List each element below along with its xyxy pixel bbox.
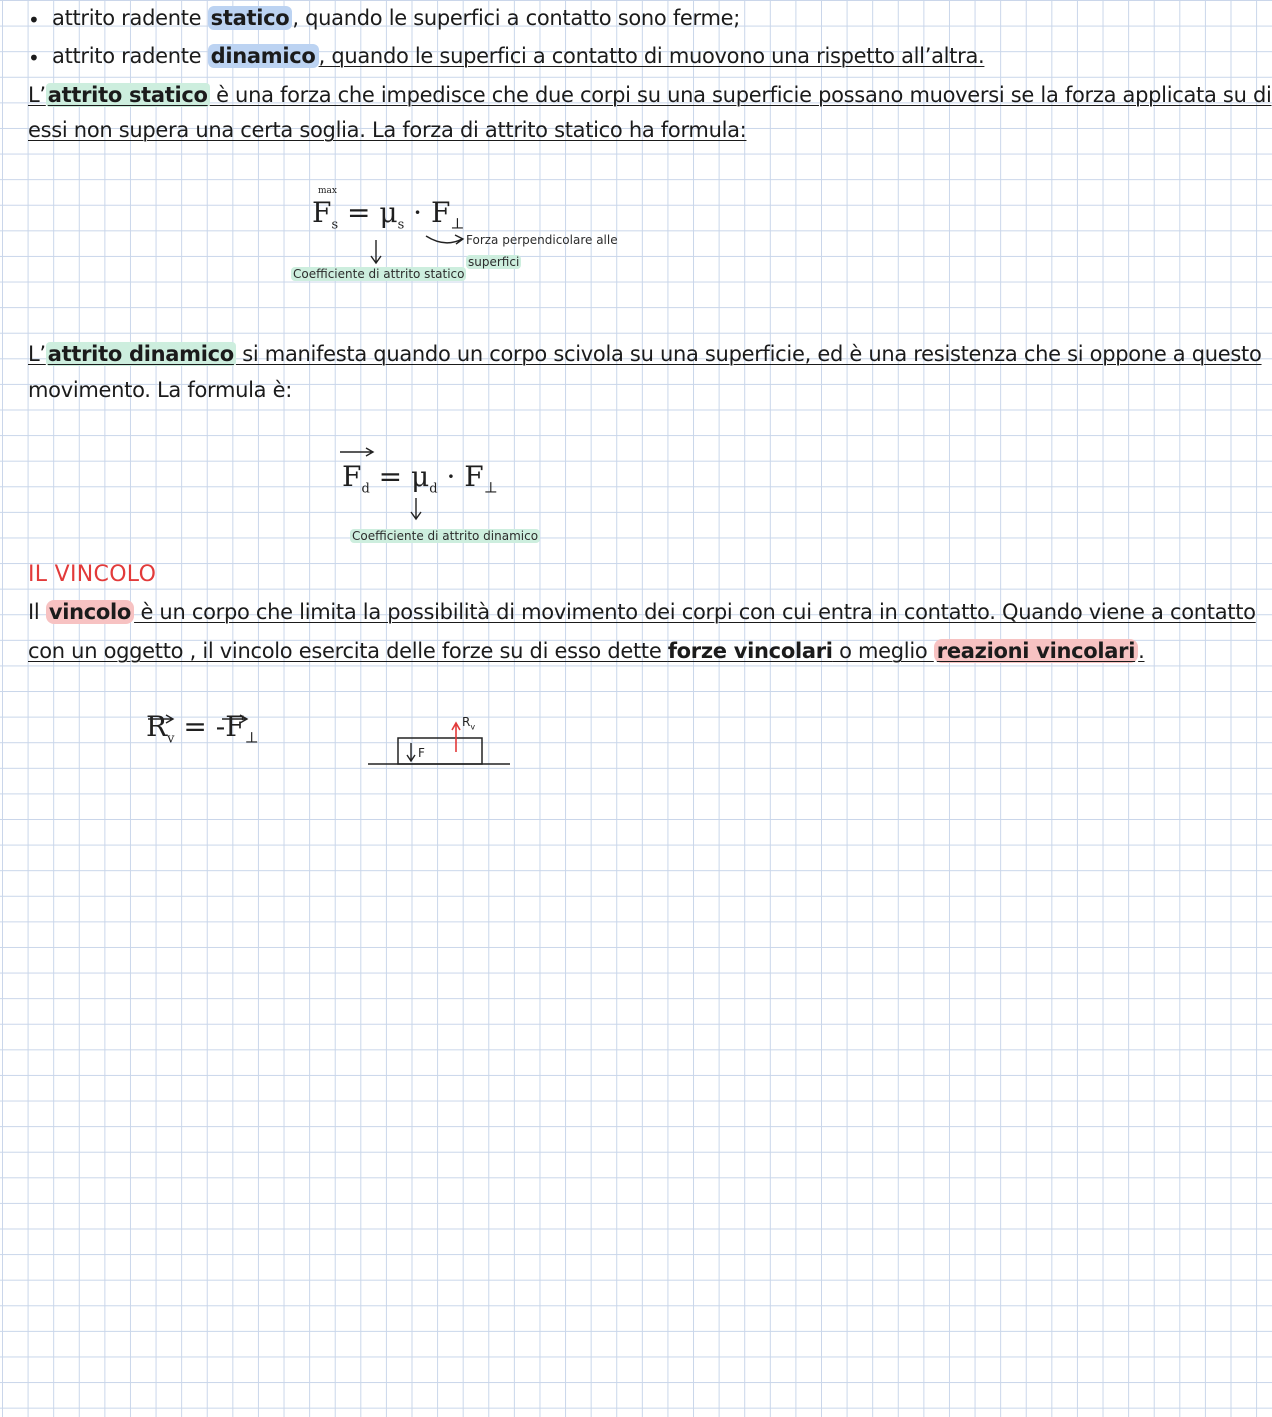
- dynamic-F2: F: [464, 460, 484, 493]
- vincolo-lead: Il: [28, 600, 46, 624]
- diagram-label-R: [462, 715, 475, 731]
- static-sub-s: s: [331, 217, 339, 233]
- bullet-dynamic-prefix: attrito radente: [52, 44, 208, 68]
- reaction-eq: =: [183, 710, 207, 743]
- reaction-R: R: [146, 710, 168, 743]
- arrow-down-dynamic: [411, 498, 421, 519]
- vector-arrow-F: [222, 715, 247, 723]
- vincolo-line2-a: con un oggetto , il vincolo esercita delle forze su di esso dette: [28, 639, 668, 663]
- dynamic-dot: ·: [446, 460, 456, 493]
- static-force-symbol: $F_s$ max: [312, 186, 339, 233]
- static-eq: =: [338, 196, 380, 229]
- arrow-weight-down: [407, 743, 415, 761]
- static-para-line2: essi non supera una certa soglia. La forza di attrito statico ha formula:: [28, 118, 747, 142]
- bullet-static-suffix: , quando le superfici a contatto sono ferme;: [292, 6, 741, 30]
- vincolo-line2-mid: o meglio: [832, 639, 934, 663]
- vector-arrow-R: [148, 715, 173, 723]
- static-mu-sub: s: [397, 217, 405, 233]
- vincolo-bold-reazioni: reazioni vincolari: [934, 639, 1138, 663]
- bullet-dynamic-keyword: dinamico: [208, 44, 319, 68]
- dynamic-eq: =: [378, 460, 403, 493]
- static-fperp: $F_\perp$: [430, 196, 465, 233]
- vincolo-bold-forze: forze vincolari: [667, 639, 833, 663]
- static-mu: $\mu_s$: [379, 196, 405, 233]
- section-title-vincolo: IL VINCOLO: [28, 562, 157, 587]
- static-perp: ⊥: [450, 214, 465, 233]
- static-force-note-1: Forza perpendicolare alle: [466, 233, 618, 247]
- dynamic-para-line2: movimento. La formula è:: [28, 378, 293, 402]
- bullet-static-prefix: attrito radente: [52, 6, 208, 30]
- static-line1-rest: è una forza che impedisce che due corpi su una superficie possano muoversi se la forza applicata su di: [209, 83, 1272, 107]
- arrow-down-static: [371, 240, 381, 263]
- dynamic-coeff-note: Coefficiente di attrito dinamico: [352, 529, 539, 543]
- bullet-dot: •: [28, 46, 40, 70]
- reaction-sub-v: v: [167, 731, 175, 747]
- reaction-minusF-text: -F: [215, 710, 245, 743]
- bullet-dynamic-suffix: , quando le superfici a contatto di muovono una rispetto all’altra.: [318, 44, 985, 68]
- vincolo-line2-end: .: [1138, 639, 1145, 663]
- arrow-right-static: [426, 235, 463, 244]
- bullet-static-keyword: statico: [208, 6, 293, 30]
- diagram-label-F: F: [418, 746, 425, 760]
- dynamic-sub-d: d: [361, 481, 370, 497]
- vincolo-line1-rest: è un corpo che limita la possibilità di movimento dei corpi con cui entra in contatto. Quando viene a contatto: [134, 600, 1256, 624]
- dynamic-mu: μ: [411, 460, 430, 493]
- static-keyword: attrito statico: [47, 83, 208, 107]
- dynamic-mu-sub: d: [429, 481, 438, 497]
- dynamic-line1-rest: si manifesta quando un corpo scivola su una superficie, ed è una resistenza che si oppone a questo: [235, 342, 1262, 366]
- static-coeff-note: Coefficiente di attrito statico: [293, 267, 465, 281]
- dynamic-lead: L’: [28, 342, 46, 366]
- dynamic-keyword: attrito dinamico: [47, 342, 234, 366]
- static-sup-max: max: [318, 186, 337, 196]
- static-dot: ·: [404, 196, 431, 229]
- bullet-dot: •: [28, 8, 40, 32]
- vincolo-keyword: vincolo: [46, 600, 134, 624]
- dynamic-F: F: [342, 460, 362, 493]
- dynamic-perp: ⊥: [483, 478, 498, 497]
- diagram-R-text: R: [462, 715, 471, 729]
- vector-arrow-dynamic: [340, 448, 373, 456]
- reaction-perp: ⊥: [244, 728, 259, 747]
- static-force-note-2: superfici: [468, 255, 520, 269]
- static-lead: L’: [28, 83, 46, 107]
- diagram-R-sub: v: [470, 722, 476, 732]
